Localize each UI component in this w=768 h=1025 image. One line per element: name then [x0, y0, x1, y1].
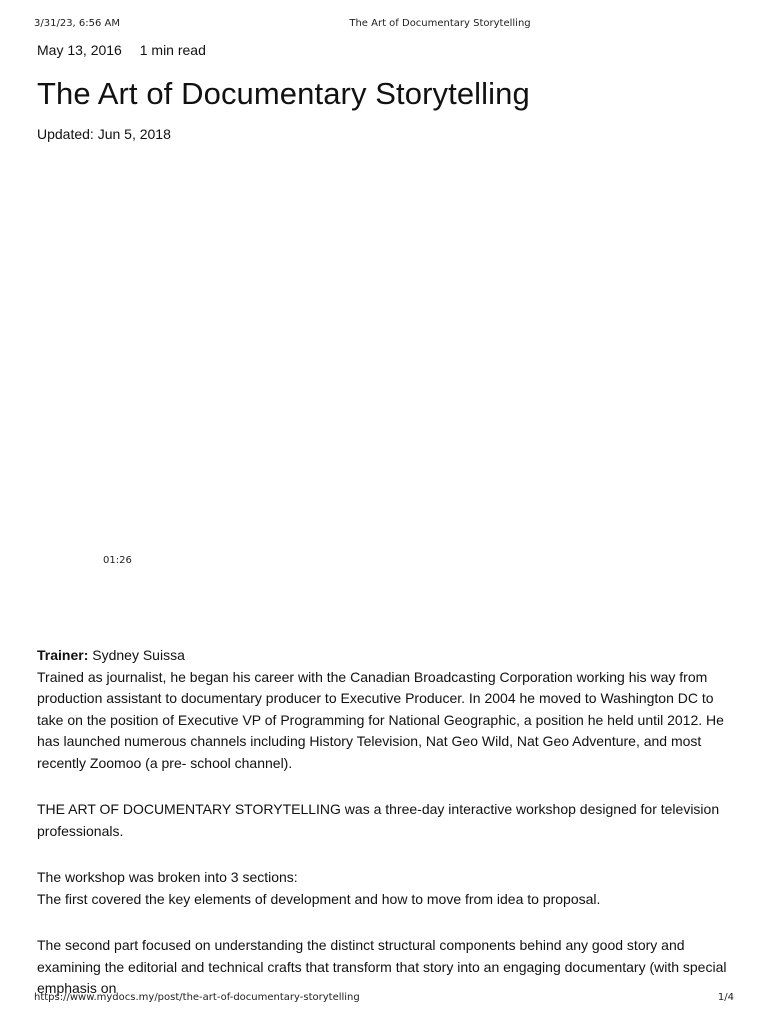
- print-datetime: 3/31/23, 6:56 AM: [34, 18, 121, 29]
- post-body: [37, 645, 737, 1025]
- trainer-paragraph: [37, 645, 737, 774]
- updated-date: Updated: Jun 5, 2018: [37, 126, 171, 142]
- post-meta: [37, 40, 737, 60]
- page-number: 1/4: [717, 992, 734, 1003]
- print-page-title: The Art of Documentary Storytelling: [349, 18, 531, 29]
- page-url: https://www.mydocs.my/post/the-art-of-documentary-storytelling: [34, 992, 360, 1003]
- article-header: [37, 40, 737, 144]
- post-date: May 13, 2016: [37, 42, 122, 58]
- sections-paragraph: [37, 867, 737, 910]
- print-footer: [0, 992, 768, 1006]
- sections-intro: The workshop was broken into 3 sections:: [37, 869, 298, 885]
- video-duration: 01:26: [103, 555, 132, 566]
- workshop-paragraph: THE ART OF DOCUMENTARY STORYTELLING was a three-day interactive workshop designed for television professionals.: [37, 801, 720, 839]
- trainer-label: Trainer:: [37, 647, 89, 663]
- section-two-paragraph: The second part focused on understanding the distinct structural components behind any good story and examining the editorial and technical crafts that transform that story into an engaging documentary (with special emphasis on: [37, 937, 727, 996]
- read-time: 1 min read: [139, 42, 206, 58]
- video-player[interactable]: [37, 150, 731, 600]
- post-title: The Art of Documentary Storytelling: [37, 76, 530, 111]
- print-header: [0, 18, 768, 32]
- trainer-bio: Trained as journalist, he began his career with the Canadian Broadcasting Corporation working his way from production assistant to documentary producer to Executive Producer. In 2004 he moved to Washington DC to take on the position of Executive VP of Programming for National Geographic, a position he held until 2012. He has launched numerous channels including History Television, Nat Geo Wild, Nat Geo Adventure, and most recently Zoomoo (a pre- school channel).: [37, 668, 724, 771]
- section-one: The first covered the key elements of development and how to move from idea to proposal.: [37, 890, 601, 907]
- trainer-name: Sydney Suissa: [88, 647, 185, 663]
